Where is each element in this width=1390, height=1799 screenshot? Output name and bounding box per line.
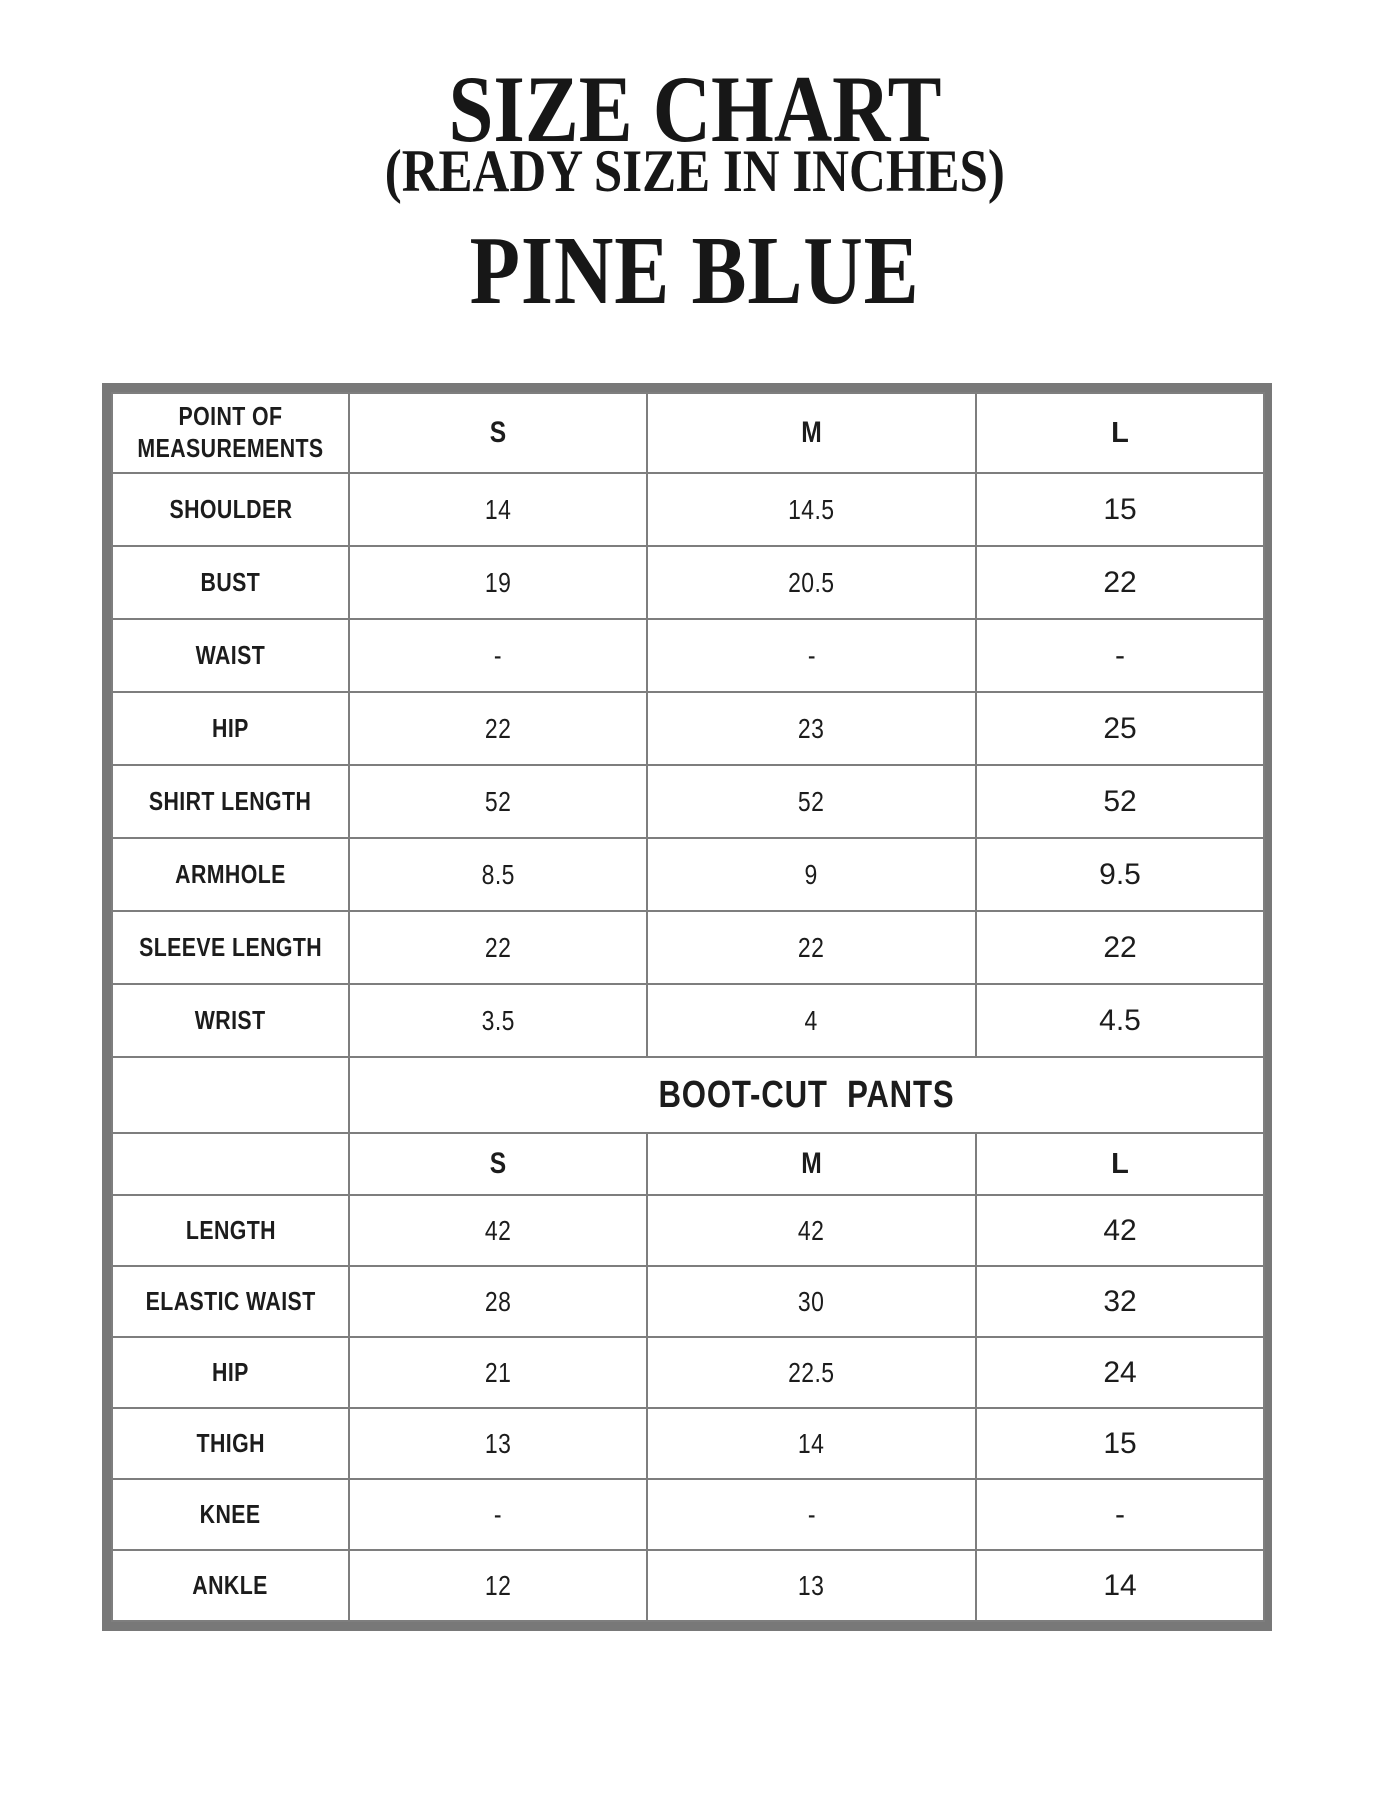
row-label: SLEEVE LENGTH [138, 931, 323, 962]
value-s: 13 [349, 1408, 647, 1479]
header-measurement-label: POINT OF MEASUREMENTS [137, 401, 324, 463]
row-label: WAIST [195, 639, 266, 670]
table-row [112, 1550, 1264, 1621]
pants-size-m-label: M [801, 1147, 822, 1180]
row-label-cell [112, 619, 349, 692]
row-label-cell [112, 1266, 349, 1337]
row-label-cell [112, 838, 349, 911]
row-label-cell [112, 1337, 349, 1408]
row-label-cell [112, 1479, 349, 1550]
row-label: ARMHOLE [175, 858, 286, 889]
value-s: 52 [349, 765, 647, 838]
row-label-cell [112, 473, 349, 546]
value-l: 22 [976, 546, 1264, 619]
header-size-l-label: L [1111, 416, 1129, 449]
value-s: 8.5 [349, 838, 647, 911]
value-m: 4 [647, 984, 976, 1057]
value-m: 9 [647, 838, 976, 911]
pants-section-row [112, 1057, 1264, 1133]
value-l: 15 [976, 1408, 1264, 1479]
size-chart-table [111, 392, 1265, 1622]
table-row [112, 546, 1264, 619]
empty-cell [112, 1133, 349, 1195]
value-s: 22 [349, 692, 647, 765]
value-l: - [976, 619, 1264, 692]
value-l: 25 [976, 692, 1264, 765]
value-m: - [647, 619, 976, 692]
row-label-cell [112, 1550, 349, 1621]
title-block [0, 0, 1390, 324]
table-row [112, 911, 1264, 984]
value-m: - [647, 1479, 976, 1550]
value-m: 42 [647, 1195, 976, 1266]
table-row [112, 1266, 1264, 1337]
header-size-s-label: S [489, 416, 507, 449]
value-l: 15 [976, 473, 1264, 546]
table-row [112, 473, 1264, 546]
row-label-cell [112, 911, 349, 984]
value-s: 14 [349, 473, 647, 546]
table-row [112, 1195, 1264, 1266]
size-chart-table-container [102, 383, 1272, 1631]
value-s: 22 [349, 911, 647, 984]
value-m: 20.5 [647, 546, 976, 619]
table-row [112, 692, 1264, 765]
empty-cell [112, 1057, 349, 1133]
pants-size-m [647, 1133, 976, 1195]
value-l: 14 [976, 1550, 1264, 1621]
pants-section-title-cell [349, 1057, 1264, 1133]
value-s: 28 [349, 1266, 647, 1337]
row-label: WRIST [195, 1004, 266, 1035]
row-label: THIGH [196, 1427, 265, 1458]
header-size-l [976, 393, 1264, 473]
row-label: HIP [212, 712, 249, 743]
header-row [112, 393, 1264, 473]
row-label: ANKLE [192, 1569, 269, 1600]
value-m: 14 [647, 1408, 976, 1479]
pants-section-title: BOOT-CUT PANTS [658, 1073, 955, 1116]
header-size-s [349, 393, 647, 473]
table-row [112, 619, 1264, 692]
row-label-cell [112, 546, 349, 619]
value-s: 12 [349, 1550, 647, 1621]
header-measurement-cell [112, 393, 349, 473]
product-name [0, 217, 1390, 324]
value-m: 30 [647, 1266, 976, 1337]
value-m: 13 [647, 1550, 976, 1621]
page-title-text: SIZE CHART [448, 56, 942, 162]
row-label-cell [112, 765, 349, 838]
table-row [112, 1479, 1264, 1550]
value-l: - [976, 1479, 1264, 1550]
row-label-cell [112, 1408, 349, 1479]
row-label: SHIRT LENGTH [149, 785, 312, 816]
value-l: 9.5 [976, 838, 1264, 911]
pants-size-l [976, 1133, 1264, 1195]
value-m: 14.5 [647, 473, 976, 546]
table-row [112, 838, 1264, 911]
table-row [112, 765, 1264, 838]
value-l: 52 [976, 765, 1264, 838]
row-label: SHOULDER [169, 493, 292, 524]
value-m: 52 [647, 765, 976, 838]
value-l: 22 [976, 911, 1264, 984]
value-m: 22 [647, 911, 976, 984]
pants-size-l-label: L [1111, 1147, 1129, 1180]
row-label: ELASTIC WAIST [145, 1285, 316, 1316]
page-subtitle-text: (READY SIZE IN INCHES) [384, 138, 1006, 204]
row-label: HIP [212, 1356, 249, 1387]
pants-size-s [349, 1133, 647, 1195]
value-s: 21 [349, 1337, 647, 1408]
value-l: 42 [976, 1195, 1264, 1266]
value-s: - [349, 619, 647, 692]
pants-sizes-row [112, 1133, 1264, 1195]
value-m: 22.5 [647, 1337, 976, 1408]
value-s: 42 [349, 1195, 647, 1266]
header-size-m [647, 393, 976, 473]
product-name-text: PINE BLUE [470, 217, 920, 324]
header-size-m-label: M [801, 416, 822, 449]
value-l: 24 [976, 1337, 1264, 1408]
pants-size-s-label: S [489, 1147, 507, 1180]
row-label-cell [112, 984, 349, 1057]
row-label: LENGTH [185, 1214, 276, 1245]
value-l: 32 [976, 1266, 1264, 1337]
row-label: KNEE [200, 1498, 261, 1529]
table-row [112, 1408, 1264, 1479]
table-row [112, 984, 1264, 1057]
value-m: 23 [647, 692, 976, 765]
row-label: BUST [200, 566, 261, 597]
value-s: 3.5 [349, 984, 647, 1057]
value-s: 19 [349, 546, 647, 619]
page-subtitle [0, 138, 1390, 204]
value-s: - [349, 1479, 647, 1550]
value-l: 4.5 [976, 984, 1264, 1057]
table-row [112, 1337, 1264, 1408]
row-label-cell [112, 1195, 349, 1266]
row-label-cell [112, 692, 349, 765]
